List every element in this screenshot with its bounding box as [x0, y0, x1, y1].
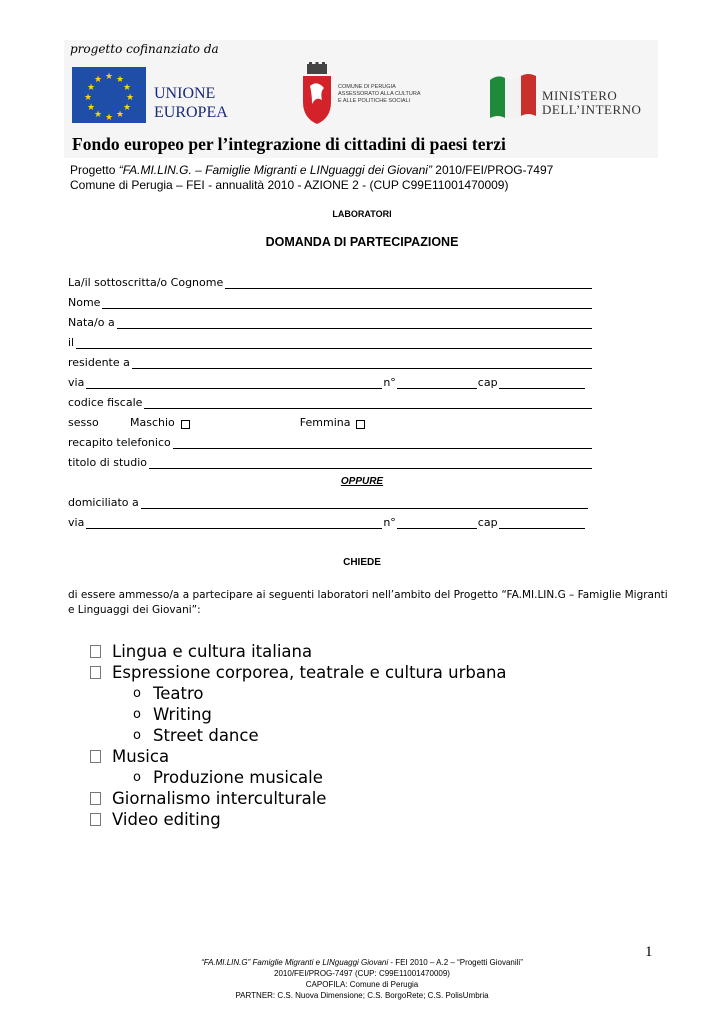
lab-label: Musica: [112, 747, 170, 766]
eu-text-line1: UNIONE: [154, 85, 216, 102]
footer-line4: PARTNER: C.S. Nuova Dimensione; C.S. BorgoRete; C.S. PolisUmbria: [235, 991, 489, 1000]
footer-project-info: - FEI 2010 – A.2 – “Progetti Giovanili”: [388, 958, 523, 967]
lab-label: Giornalismo interculturale: [112, 789, 327, 808]
footer-project-name: “FA.MI.LIN.G” Famiglie Migranti e LINguaggi Giovani: [201, 958, 389, 967]
il-field[interactable]: [68, 336, 598, 349]
ministry-logo-text: [542, 89, 641, 117]
lab-item-espressione[interactable]: [90, 663, 507, 682]
cognome-field[interactable]: [68, 276, 598, 289]
lab-item-writing[interactable]: [133, 705, 212, 724]
project-name: “FA.MI.LIN.G. – Famiglie Migranti e LINguaggi dei Giovani”: [118, 163, 432, 177]
nata-underline[interactable]: [117, 318, 592, 329]
cap-label: cap: [477, 376, 498, 389]
codice-fiscale-field[interactable]: [68, 396, 598, 409]
recapito-field[interactable]: [68, 436, 598, 449]
numero2-label: n°: [383, 516, 396, 529]
cap2-underline[interactable]: [499, 518, 585, 529]
chiede-heading: CHIEDE: [343, 557, 381, 568]
titolo-label: titolo di studio: [68, 456, 148, 469]
intro-text: di essere ammesso/a a partecipare ai seguenti laboratori nell’ambito del Progetto “FA.MI.LIN.G – Famiglie Migranti e Linguaggi dei Giovani”:: [68, 589, 668, 616]
recapito-label: recapito telefonico: [68, 436, 171, 449]
il-underline[interactable]: [76, 338, 592, 349]
lab-label: Street dance: [152, 726, 259, 745]
perugia-text-line2: ASSESSORATO ALLA CULTURA: [338, 91, 421, 97]
lab-item-video[interactable]: [90, 810, 221, 829]
lab-label: Video editing: [112, 810, 221, 829]
lab-label: Teatro: [152, 684, 204, 703]
il-label: il: [68, 336, 75, 349]
checkbox-icon[interactable]: [90, 813, 101, 826]
lab-label: Produzione musicale: [152, 768, 323, 787]
sesso-label: sesso: [68, 416, 99, 429]
circle-bullet-icon: o: [133, 728, 141, 743]
residente-label: residente a: [68, 356, 130, 369]
ministry-line2: DELL’INTERNO: [542, 102, 642, 117]
lab-label: Lingua e cultura italiana: [112, 642, 313, 661]
titolo-underline[interactable]: [149, 458, 592, 469]
project-code: 2010/FEI/PROG-7497: [431, 163, 554, 177]
footer-line1: [0, 957, 724, 968]
cap-underline[interactable]: [499, 378, 585, 389]
maschio-label: Maschio: [130, 416, 175, 429]
via2-label: via: [68, 516, 85, 529]
lab-label: Espressione corporea, teatrale e cultura urbana: [112, 663, 507, 682]
lab-label: Writing: [152, 705, 212, 724]
nata-label: Nata/o a: [68, 316, 115, 329]
italian-flag-logo: [490, 70, 536, 118]
ministry-line1: MINISTERO: [542, 88, 618, 103]
via2-underline[interactable]: [86, 518, 382, 529]
project-prefix: Progetto: [70, 163, 119, 177]
fondo-title: Fondo europeo per l’integrazione di cittadini di paesi terzi: [72, 134, 506, 154]
checkbox-icon[interactable]: [90, 645, 101, 658]
numero2-underline[interactable]: [397, 518, 477, 529]
cofinanced-label: progetto cofinanziato da: [70, 42, 219, 56]
domiciliato-label: domiciliato a: [68, 496, 139, 509]
perugia-crest-logo: [300, 62, 334, 126]
domiciliato-underline[interactable]: [141, 498, 588, 509]
codice-fiscale-label: codice fiscale: [68, 396, 143, 409]
eu-logo-text: [154, 84, 228, 122]
cognome-underline[interactable]: [225, 278, 592, 289]
residente-field[interactable]: [68, 356, 598, 369]
codice-fiscale-underline[interactable]: [144, 398, 592, 409]
circle-bullet-icon: o: [133, 770, 141, 785]
form-title: DOMANDA DI PARTECIPAZIONE: [265, 235, 459, 249]
checkbox-icon[interactable]: [90, 666, 101, 679]
nome-field[interactable]: [68, 296, 598, 309]
via-label: via: [68, 376, 85, 389]
domiciliato-field[interactable]: [68, 496, 598, 509]
project-line2: Comune di Perugia – FEI - annualità 2010 - AZIONE 2 - (CUP C99E11001470009): [70, 178, 509, 192]
perugia-text-line1: COMUNE DI PERUGIA: [338, 84, 396, 90]
lab-item-teatro[interactable]: [133, 684, 204, 703]
circle-bullet-icon: o: [133, 707, 141, 722]
perugia-text-line3: E ALLE POLITICHE SOCIALI: [338, 98, 411, 104]
eu-flag-logo: ★ ★ ★ ★ ★ ★ ★ ★ ★ ★ ★ ★: [72, 67, 146, 123]
lab-item-musica[interactable]: [90, 747, 169, 766]
page-number: 1: [645, 944, 653, 960]
nata-field[interactable]: [68, 316, 598, 329]
circle-bullet-icon: o: [133, 686, 141, 701]
lab-item-lingua[interactable]: [90, 642, 312, 661]
nome-underline[interactable]: [102, 298, 592, 309]
footer-line2: 2010/FEI/PROG-7497 (CUP: C99E11001470009): [274, 969, 450, 978]
maschio-checkbox[interactable]: [181, 420, 190, 429]
section-title: LABORATORI: [332, 209, 392, 219]
femmina-label: Femmina: [299, 416, 351, 429]
cap2-label: cap: [477, 516, 498, 529]
lab-item-street-dance[interactable]: [133, 726, 259, 745]
checkbox-icon[interactable]: [90, 750, 101, 763]
via-underline[interactable]: [86, 378, 382, 389]
numero-label: n°: [383, 376, 396, 389]
footer: [0, 957, 724, 1001]
project-line1: [70, 163, 553, 177]
lab-item-produzione[interactable]: [133, 768, 323, 787]
perugia-logo-text: [338, 84, 428, 105]
via-field[interactable]: [68, 376, 598, 389]
lab-item-giornalismo[interactable]: [90, 789, 326, 808]
titolo-field[interactable]: [68, 456, 598, 469]
recapito-underline[interactable]: [173, 438, 592, 449]
via2-field[interactable]: [68, 516, 598, 529]
nome-label: Nome: [68, 296, 101, 309]
footer-line3: CAPOFILA: Comune di Perugia: [305, 980, 419, 989]
eu-text-line2: EUROPEA: [154, 104, 228, 121]
cognome-label: La/il sottoscritta/o Cognome: [68, 276, 224, 289]
oppure-label: OPPURE: [340, 476, 384, 487]
femmina-checkbox[interactable]: [356, 420, 365, 429]
numero-underline[interactable]: [397, 378, 477, 389]
sesso-field: [68, 416, 598, 429]
residente-underline[interactable]: [132, 358, 592, 369]
checkbox-icon[interactable]: [90, 792, 101, 805]
